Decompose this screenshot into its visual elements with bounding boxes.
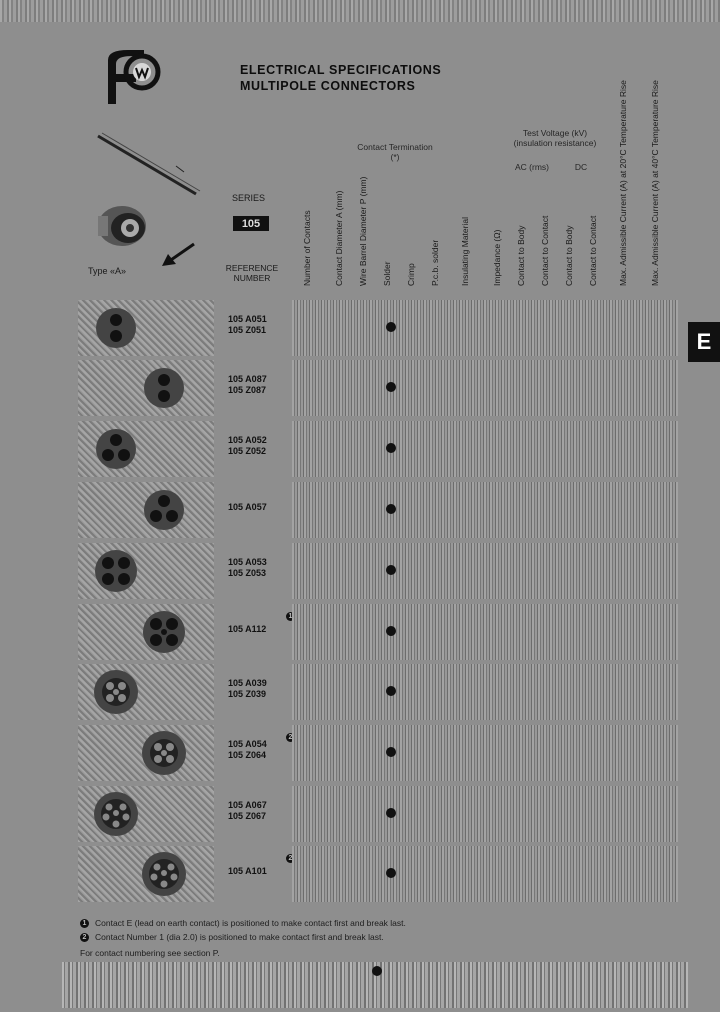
table-row (78, 725, 678, 781)
series-number-badge: 105 (233, 216, 269, 231)
spec-values-area (292, 846, 678, 902)
reference-number-header (222, 263, 282, 283)
spec-values-area (292, 300, 678, 356)
reference-number: 105 A057 (228, 502, 267, 512)
cable-assembly-illustration (92, 128, 212, 203)
pin-layout-image (78, 786, 214, 842)
spec-values-area (292, 543, 678, 599)
footnote-2-text: Contact Number 1 (dia 2.0) is positioned to make contact first and break last. (95, 932, 384, 942)
dc-subheader: DC (574, 162, 588, 172)
table-row (78, 664, 678, 720)
col-number-of-contacts: Number of Contacts (302, 210, 312, 286)
footnote-2-marker: 2 (80, 933, 89, 942)
spec-values-area (292, 360, 678, 416)
solder-marker-icon (386, 747, 396, 757)
spec-values-area (292, 786, 678, 842)
test-voltage-sub: (insulation resistance) (513, 138, 597, 148)
solder-marker-icon (386, 565, 396, 575)
page-subtitle: MULTIPOLE CONNECTORS (240, 79, 416, 93)
solder-marker-icon (386, 808, 396, 818)
spec-values-area (292, 664, 678, 720)
reference-number: 105 A054 105 Z064 (228, 739, 267, 760)
page-title: ELECTRICAL SPECIFICATIONS (240, 63, 442, 77)
reference-number: 105 A039 105 Z039 (228, 678, 267, 699)
col-current-40c: Max. Admissible Current (A) at 40°C Temperature Rise (650, 80, 660, 286)
section-tab-e[interactable]: E (688, 322, 720, 362)
table-row (78, 604, 678, 660)
solder-marker-icon (386, 443, 396, 453)
col-insulating-material: Insulating Material (460, 217, 470, 286)
reference-number: 105 A052 105 Z052 (228, 435, 267, 456)
col-pcb-solder: P.c.b. solder (430, 239, 440, 286)
pin-layout-image (78, 543, 214, 599)
pin-layout-image (78, 300, 214, 356)
connector-type-label: Type «A» (88, 266, 127, 276)
footnote-marker: 2 (286, 854, 295, 863)
table-row (78, 300, 678, 356)
pin-layout-image (78, 664, 214, 720)
footnote-1-marker: 1 (80, 919, 89, 928)
footnote-3: For contact numbering see section P. (80, 948, 220, 958)
company-logo-icon (102, 46, 162, 106)
reference-number: 105 A112 (228, 624, 267, 634)
solder-marker-icon (386, 322, 396, 332)
table-row (78, 543, 678, 599)
footnote-1-text: Contact E (lead on earth contact) is positioned to make contact first and break last. (95, 918, 406, 928)
table-row (78, 360, 678, 416)
solder-marker-icon (386, 626, 396, 636)
footnote-2 (80, 932, 384, 942)
pin-layout-image (78, 725, 214, 781)
col-contact-diameter: Contact Diameter A (mm) (334, 190, 344, 286)
table-row (78, 846, 678, 902)
reference-number: 105 A101 (228, 866, 267, 876)
col-dc-contact-to-body: Contact to Body (564, 225, 574, 286)
connector-photo-icon (92, 196, 162, 256)
pin-layout-image (78, 360, 214, 416)
col-ac-contact-to-body: Contact to Body (516, 225, 526, 286)
spec-values-area (292, 421, 678, 477)
footnote-marker: 1 (286, 612, 295, 621)
pin-layout-image (78, 482, 214, 538)
reference-number: 105 A051 105 Z051 (228, 314, 267, 335)
solder-marker-icon (386, 686, 396, 696)
solder-marker-icon (386, 504, 396, 514)
spec-values-area (292, 725, 678, 781)
pin-layout-image (78, 846, 214, 902)
pin-layout-image (78, 604, 214, 660)
pin-layout-image (78, 421, 214, 477)
table-row (78, 421, 678, 477)
col-ac-contact-to-contact: Contact to Contact (540, 215, 550, 286)
spec-values-area (292, 482, 678, 538)
footnote-1 (80, 918, 406, 928)
col-solder: Solder (382, 261, 392, 286)
col-crimp: Crimp (406, 263, 416, 286)
reference-number: 105 A053 105 Z053 (228, 557, 267, 578)
col-current-20c: Max. Admissible Current (A) at 20°C Temperature Rise (618, 80, 628, 286)
col-wire-barrel-diameter: Wire Barrel Diameter P (mm) (358, 176, 368, 286)
scan-noise-top (0, 0, 720, 22)
col-dc-contact-to-contact: Contact to Contact (588, 215, 598, 286)
table-row (78, 482, 678, 538)
solder-marker-icon (386, 382, 396, 392)
series-label: SERIES (232, 193, 266, 203)
spec-values-area (292, 604, 678, 660)
scan-speck (372, 966, 382, 976)
footnote-marker: 2 (286, 733, 295, 742)
solder-marker-icon (386, 868, 396, 878)
reference-number: 105 A067 105 Z067 (228, 800, 267, 821)
reference-number: 105 A087 105 Z087 (228, 374, 267, 395)
table-row (78, 786, 678, 842)
test-voltage-group-header (500, 128, 610, 148)
termination-group-sub: (*) (390, 152, 400, 162)
ac-subheader: AC (rms) (515, 162, 549, 172)
reference-header-line1: REFERENCE (225, 263, 279, 273)
reference-header-line2: NUMBER (233, 273, 271, 283)
pointer-arrow-icon (160, 240, 200, 270)
test-voltage-label: Test Voltage (kV) (522, 128, 588, 138)
col-impedance: Impedance (Ω) (492, 229, 502, 286)
termination-group-label: Contact Termination (357, 142, 433, 152)
